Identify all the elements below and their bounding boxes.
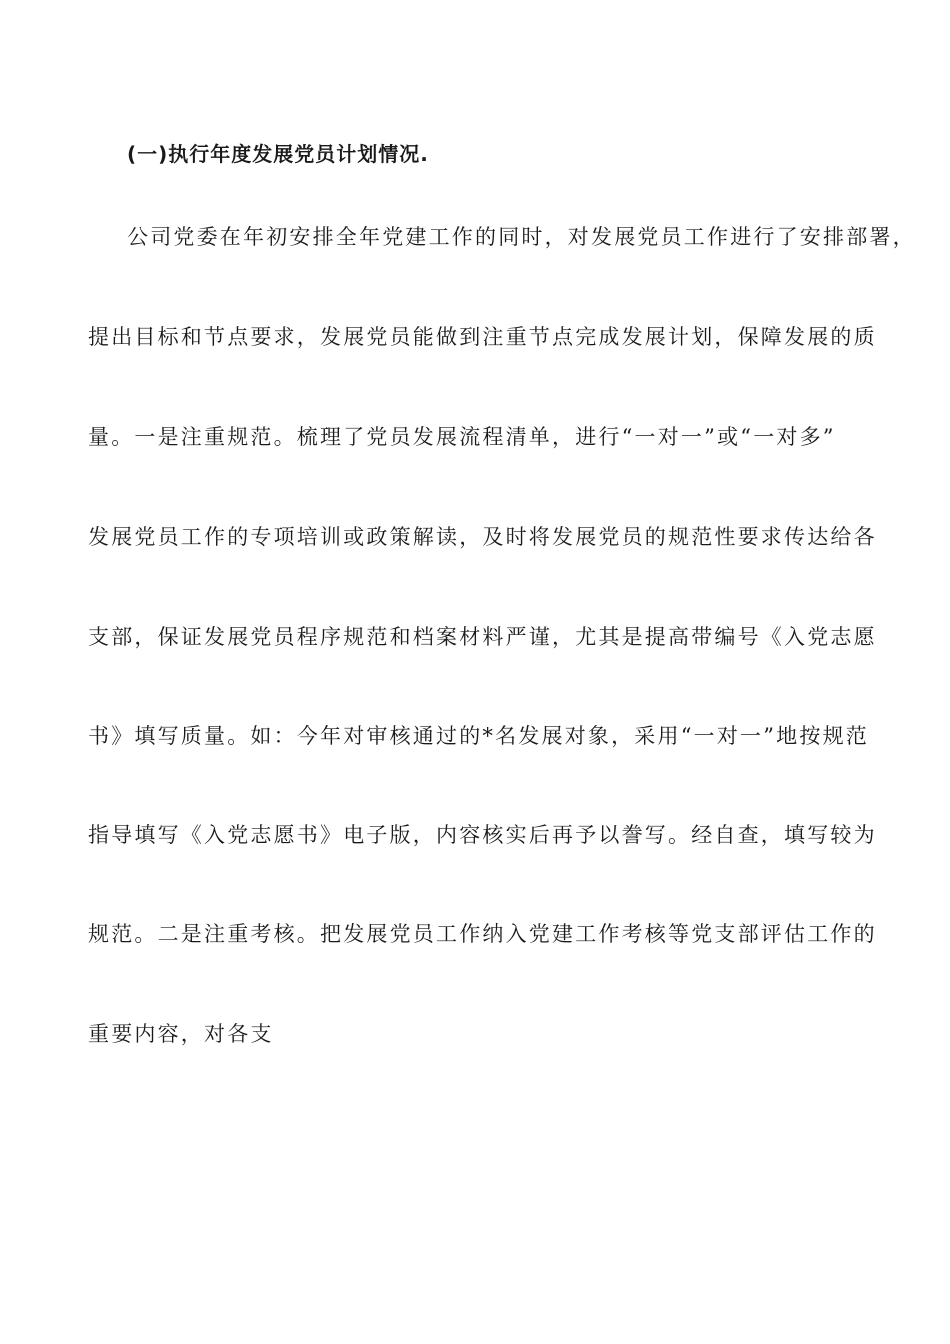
paragraph-line-7: 指导填写《入党志愿书》电子版，内容核实后再予以誊写。经自查，填写较为 xyxy=(88,823,877,847)
paragraph-line-6: 书》填写质量。如：今年对审核通过的*名发展对象，采用“一对一”地按规范 xyxy=(88,724,869,748)
paragraph-line-3: 量。一是注重规范。梳理了党员发展流程清单，进行“一对一”或“一对多” xyxy=(88,425,836,449)
paragraph-line-9: 重要内容，对各支 xyxy=(88,1022,274,1046)
paragraph-line-8: 规范。二是注重考核。把发展党员工作纳入党建工作考核等党支部评估工作的 xyxy=(88,922,877,946)
section-heading: (一)执行年度发展党员计划情况. xyxy=(127,142,429,166)
paragraph-line-1: 公司党委在年初安排全年党建工作的同时，对发展党员工作进行了安排部署， xyxy=(127,225,916,249)
paragraph-line-5: 支部，保证发展党员程序规范和档案材料严谨，尤其是提高带编号《入党志愿 xyxy=(88,625,877,649)
paragraph-line-2: 提出目标和节点要求，发展党员能做到注重节点完成发展计划，保障发展的质 xyxy=(88,325,877,349)
paragraph-line-4: 发展党员工作的专项培训或政策解读，及时将发展党员的规范性要求传达给各 xyxy=(88,525,877,549)
